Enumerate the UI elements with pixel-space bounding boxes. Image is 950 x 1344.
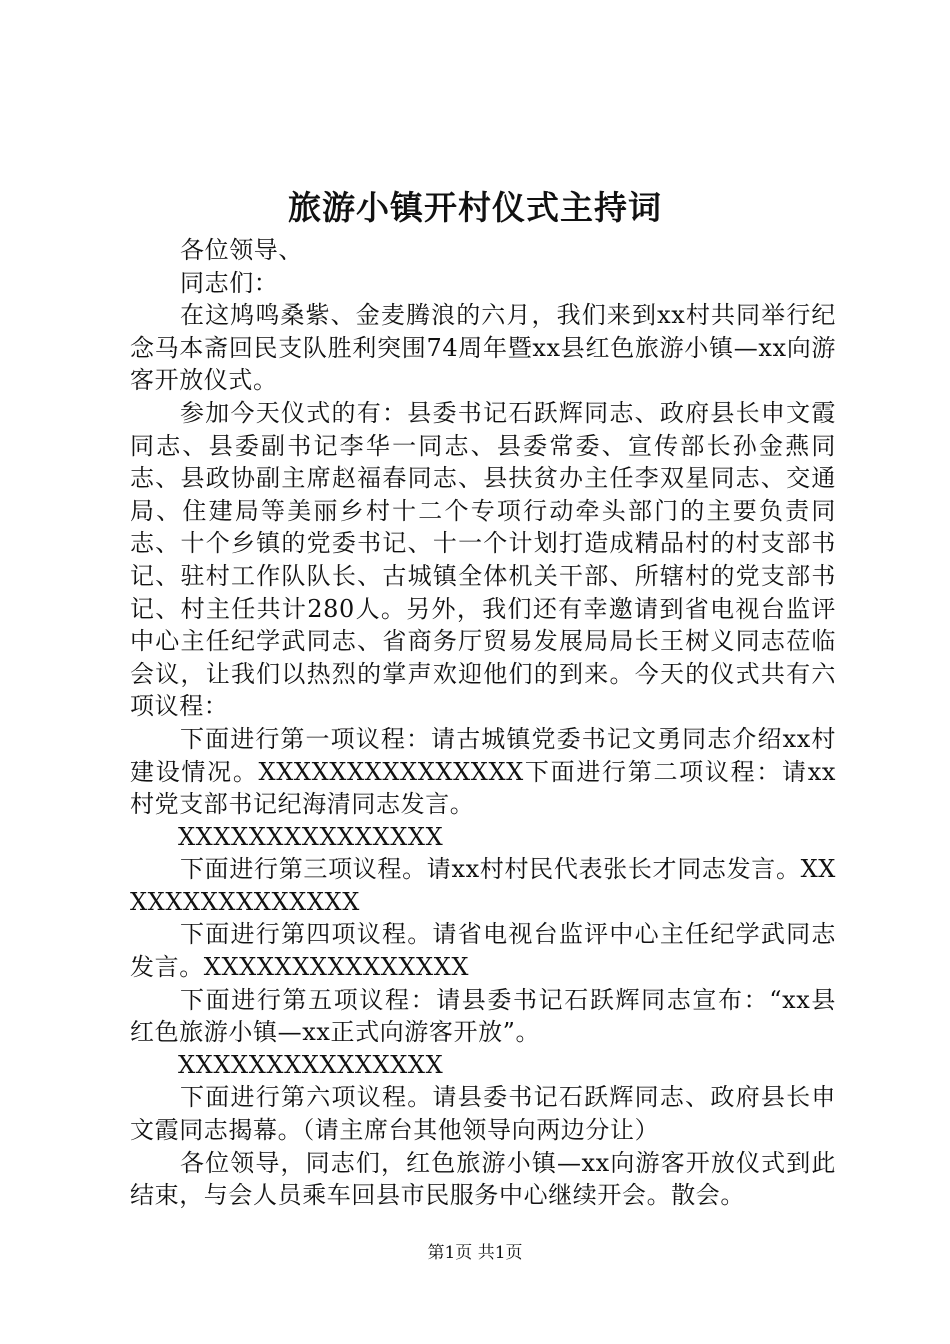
paragraph-placeholder-1: XXXXXXXXXXXXXXX [178,822,444,851]
paragraph-placeholder-2: XXXXXXXXXXXXXXX [178,1050,444,1079]
document-title: 旅游小镇开村仪式主持词 [288,188,662,227]
paragraph-agenda-3: 下面进行第三项议程。请xx村村民代表张长才同志发言。XXXXXXXXXXXXXXX [130,855,836,916]
paragraph-closing: 各位领导，同志们，红色旅游小镇—xx向游客开放仪式到此结束，与会人员乘车回县市民服务中心继续开会。散会。 [130,1148,836,1210]
paragraph-salutation-2: 同志们： [180,268,279,297]
paragraph-agenda-6: 下面进行第六项议程。请县委书记石跃辉同志、政府县长申文霞同志揭幕。（请主席台其他领导向两边分让） [130,1083,836,1145]
paragraph-agenda-5: 下面进行第五项议程：请县委书记石跃辉同志宣布：“xx县红色旅游小镇—xx正式向游客开放”。 [130,985,836,1047]
paragraph-opening: 在这鸠鸣桑紫、金麦腾浪的六月，我们来到xx村共同举行纪念马本斋回民支队胜利突围74周年暨xx县红色旅游小镇—xx向游客开放仪式。 [130,301,836,395]
paragraph-attendees: 参加今天仪式的有：县委书记石跃辉同志、政府县长申文霞同志、县委副书记李华一同志、县委常委、宣传部长孙金燕同志、县政协副主席赵福春同志、县扶贫办主任李双星同志、交通局、住建局等美丽乡村十二个专项行动牵头部门的主要负责同志、十个乡镇的党委书记、十一个计划打造成精品村的村支部书记、驻村工作队队长、古城镇全体机关干部、所辖村的党支部书记、村主任共计280人。另外，我们还有幸邀请到省电视台监评中心主任纪学武同志、省商务厅贸易发展局局长王树义同志莅临会议，让我们以热烈的掌声欢迎他们的到来。今天的仪式共有六项议程： [130,398,836,721]
paragraph-agenda-4: 下面进行第四项议程。请省电视台监评中心主任纪学武同志发言。XXXXXXXXXXXXXXX [130,920,836,982]
paragraph-salutation-1: 各位领导、 [180,236,303,264]
document-body [130,234,836,1212]
page-footer: 第1页 共1页 [427,1243,523,1263]
paragraph-agenda-1-2: 下面进行第一项议程：请古城镇党委书记文勇同志介绍xx村建设情况。XXXXXXXXXXXXXXX下面进行第二项议程：请xx村党支部书记纪海清同志发言。 [130,724,836,819]
